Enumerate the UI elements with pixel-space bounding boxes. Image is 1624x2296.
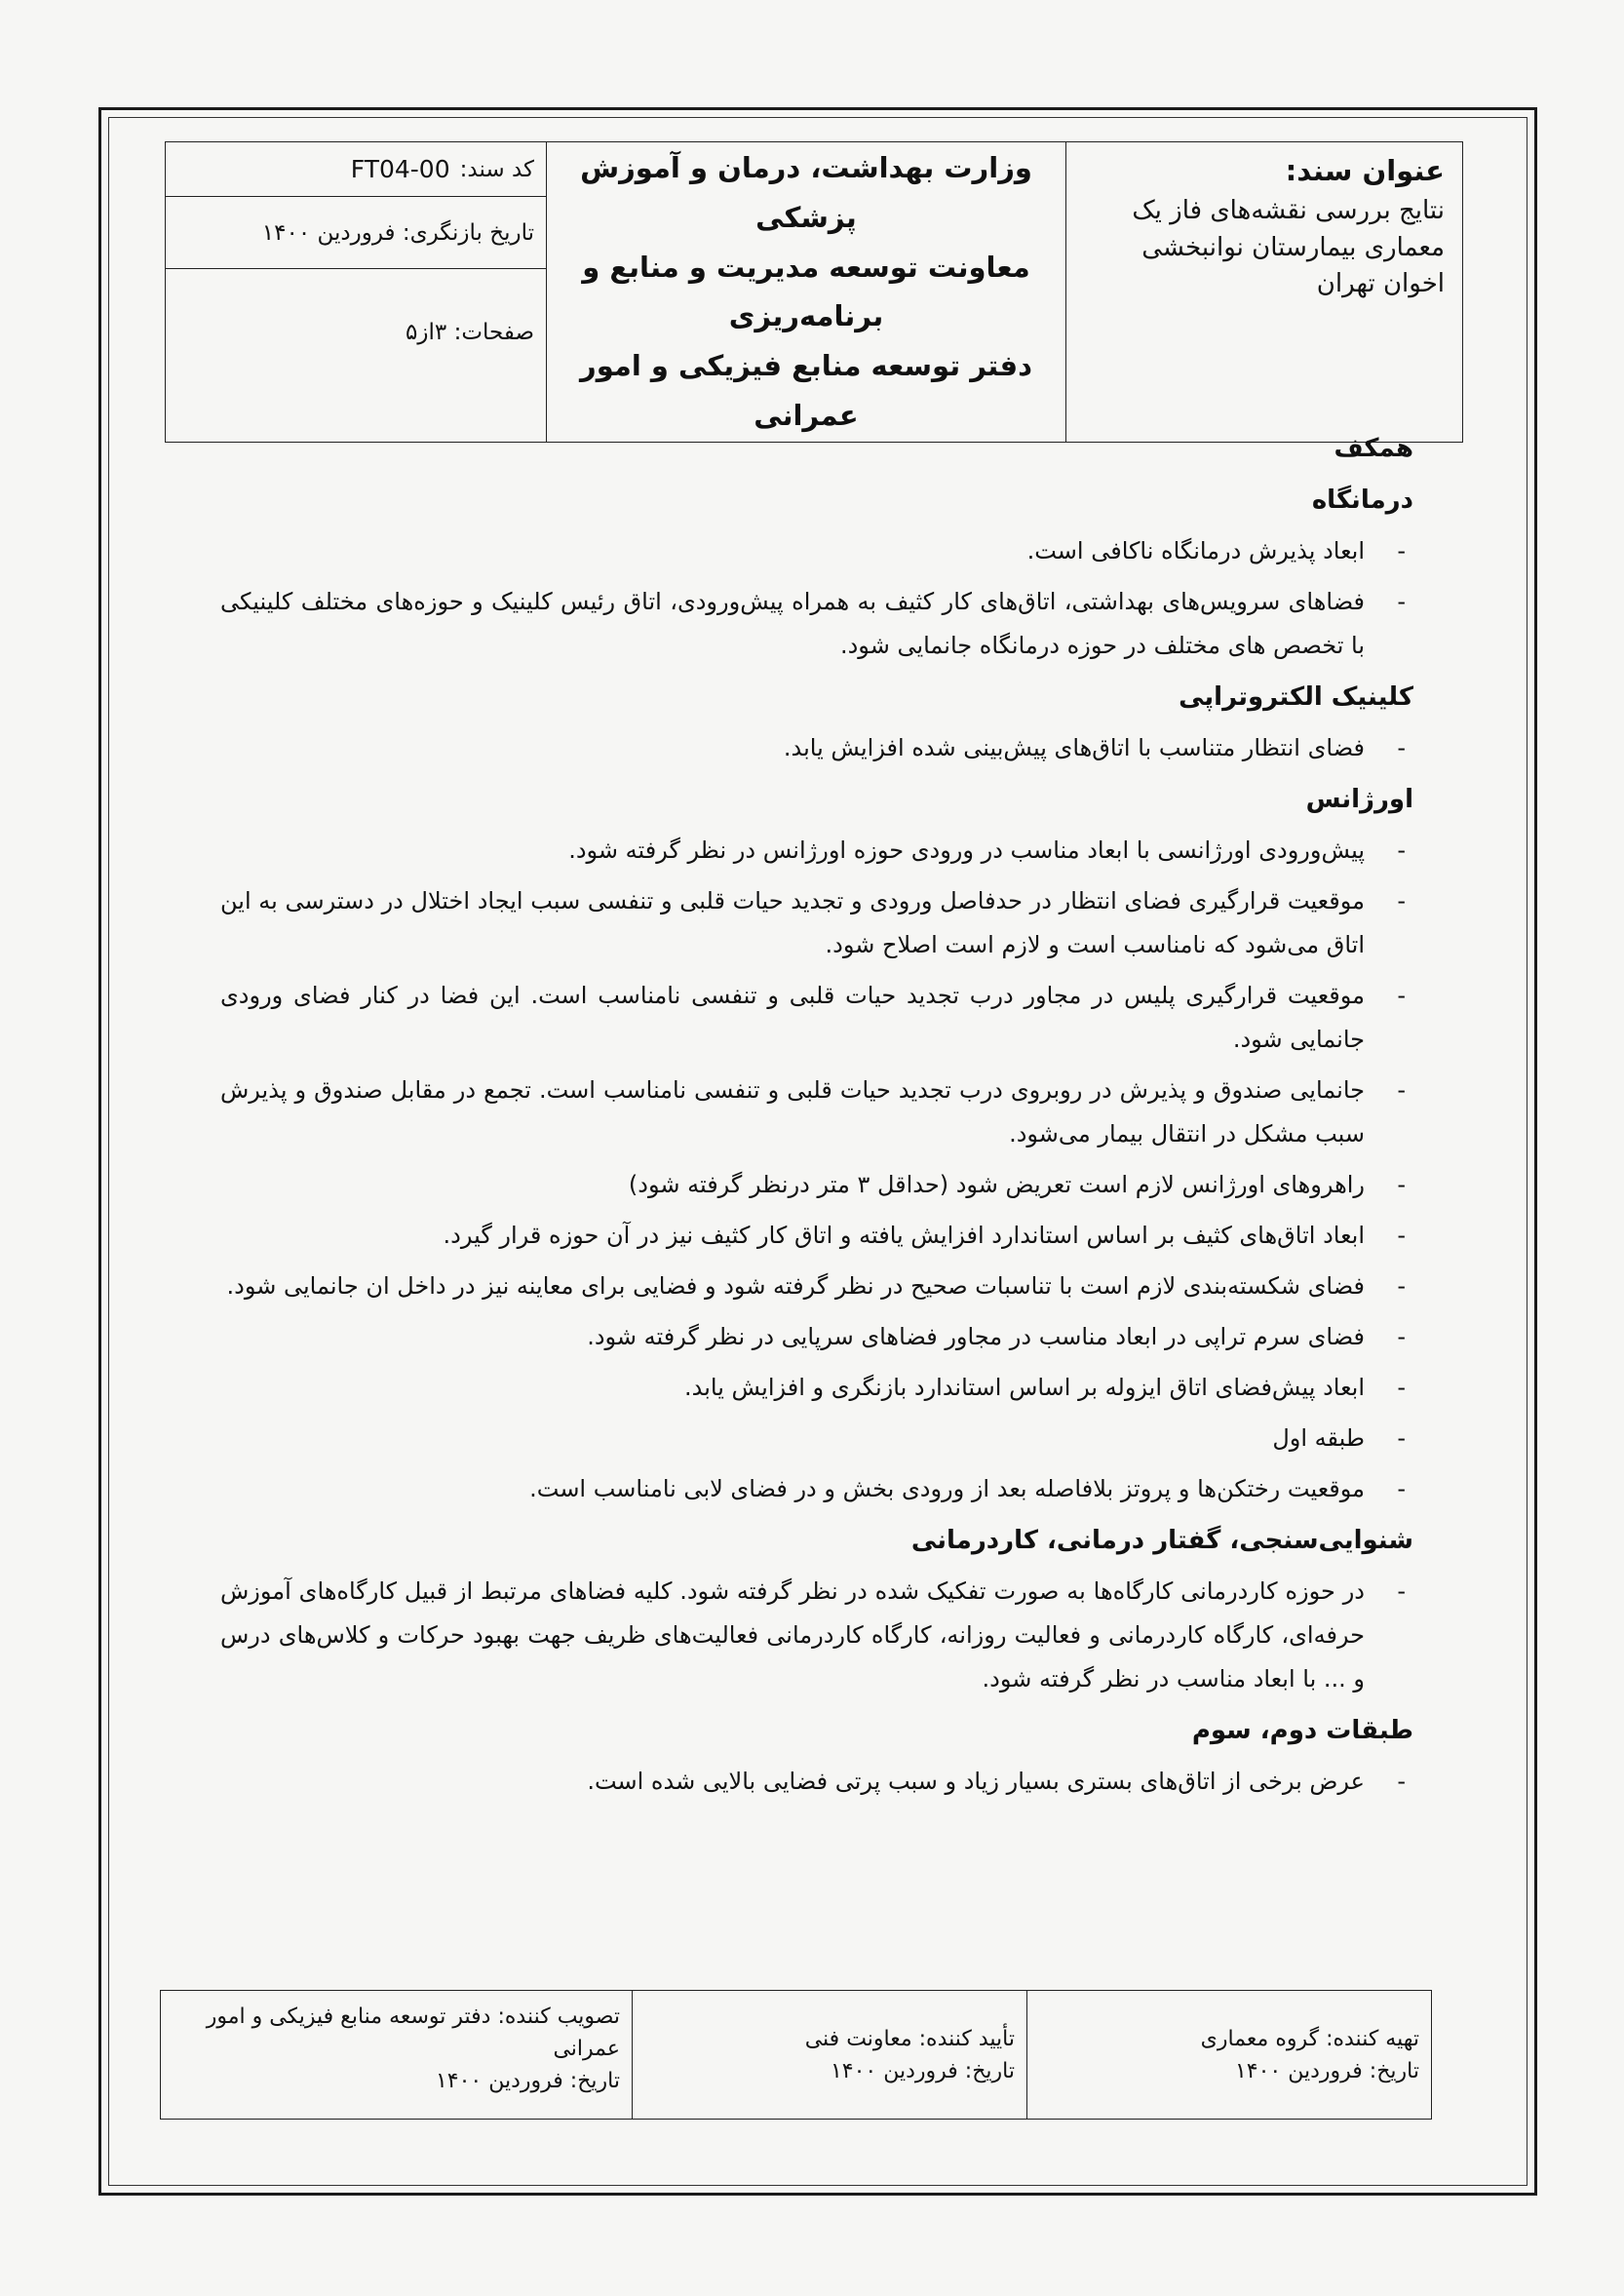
- doc-title-text: نتایج بررسی نقشه‌های فاز یک معماری بیمارستان نوانبخشی اخوان تهران: [1132, 196, 1445, 299]
- doc-title-label: عنوان سند:: [1285, 154, 1445, 187]
- doc-title-cell: [1066, 142, 1463, 443]
- approved-date: تاریخ: فروردین ۱۴۰۰: [435, 2069, 620, 2093]
- office-line: دفتر توسعه منابع فیزیکی و امور عمرانی: [580, 349, 1032, 432]
- pages-count: صفحات: ۳از۵: [406, 320, 534, 345]
- document-body: [220, 419, 1413, 1810]
- section-title: طبقات دوم، سوم: [1191, 1716, 1413, 1745]
- list-item: - جانمایی صندوق و پذیرش در روبروی درب تجدید حیات قلبی و تنفسی نامناسب است. تجمع در مقابل صندوق و پذیرش سبب مشکل در انتقال بیمار می‌شود.: [220, 1076, 1406, 1148]
- list-item: - عرض برخی از اتاق‌های بستری بسیار زیاد و سبب پرتی فضایی بالایی شده است.: [587, 1768, 1406, 1795]
- doc-code: FT04-00: [350, 155, 450, 183]
- list-item: - ابعاد پیش‌فضای اتاق ایزوله بر اساس استاندارد بازنگری و افزایش یابد.: [684, 1374, 1406, 1401]
- ministry-cell: [547, 142, 1066, 443]
- list-item: - فضای سرم تراپی در ابعاد مناسب در مجاور فضاهای سرپایی در نظر گرفته شود.: [587, 1323, 1406, 1350]
- prepared-cell: [1027, 1991, 1432, 2120]
- doc-code-label: کد سند:: [459, 156, 534, 182]
- list-item: - موقعیت رختکن‌ها و پروتز بلافاصله بعد از ورودی بخش و در فضای لابی نامناسب است.: [529, 1475, 1406, 1502]
- doc-code-row: [166, 142, 546, 197]
- list-item: - فضای شکسته‌بندی لازم است با تناسبات صحیح در نظر گرفته شود و فضایی برای معاینه نیز در داخل ان جانمایی شود.: [226, 1272, 1406, 1300]
- list-item: - در حوزه کاردرمانی کارگاه‌ها به صورت تفکیک شده در نظر گرفته شود. کلیه فضاهای مرتبط از قبیل کارگاه‌های آموزش حرفه‌ای، کارگاه کاردرمانی و فعالیت روزانه، کارگاه کاردرمانی فعالیت‌های ظریف جهت بهبود حرکات و کلاس‌های درس و ... با ابعاد مناسب در نظر گرفته شود.: [220, 1577, 1406, 1693]
- approved-by: تصویب کننده: دفتر توسعه منابع فیزیکی و امور عمرانی: [206, 2004, 620, 2061]
- confirmed-cell: [633, 1991, 1027, 2120]
- deputy-line: معاونت توسعه مدیریت و منابع و برنامه‌ریزی: [582, 250, 1030, 333]
- meta-cell: [166, 142, 547, 443]
- list-item: - پیش‌ورودی اورژانسی با ابعاد مناسب در ورودی حوزه اورژانس در نظر گرفته شود.: [568, 837, 1406, 864]
- prepared-date: تاریخ: فروردین ۱۴۰۰: [1234, 2058, 1419, 2083]
- confirmed-date: تاریخ: فروردین ۱۴۰۰: [830, 2058, 1015, 2083]
- confirmed-by: تأیید کننده: معاونت فنی: [804, 2026, 1015, 2051]
- list-item: - فضاهای سرویس‌های بهداشتی، اتاق‌های کار کثیف به همراه پیش‌ورودی، اتاق رئیس کلینیک و حوزه‌های مختلف کلینیکی با تخصص های مختلف در حوزه درمانگاه جانمایی شود.: [220, 588, 1406, 659]
- revision-date: تاریخ بازنگری: فروردین ۱۴۰۰: [261, 219, 534, 246]
- ministry-line: وزارت بهداشت، درمان و آموزش پزشکی: [580, 151, 1032, 234]
- section-title: همکف: [1334, 434, 1413, 463]
- list-item: - ابعاد اتاق‌های کثیف بر اساس استاندارد افزایش یافته و اتاق کار کثیف نیز در آن حوزه قرار گیرد.: [443, 1222, 1406, 1249]
- list-item: - طبقه اول: [1272, 1424, 1406, 1452]
- list-item: - راهروهای اورژانس لازم است تعریض شود (حداقل ۳ متر درنظر گرفته شود): [628, 1171, 1406, 1198]
- section-title: اورژانس: [1305, 785, 1413, 814]
- pages-row: [166, 269, 546, 396]
- section-title: درمانگاه: [1311, 486, 1413, 515]
- prepared-by: تهیه کننده: گروه معماری: [1200, 2026, 1419, 2051]
- revision-date-row: [166, 197, 546, 269]
- approved-cell: [161, 1991, 633, 2120]
- list-item: - موقعیت قرارگیری پلیس در مجاور درب تجدید حیات قلبی و تنفسی نامناسب است. این فضا در کنار فضای ورودی جانمایی شود.: [220, 982, 1406, 1053]
- list-item: - فضای انتظار متناسب با اتاق‌های پیش‌بینی شده افزایش یابد.: [783, 734, 1406, 761]
- section-title: کلینیک الکتروتراپی: [1179, 682, 1413, 712]
- list-item: - موقعیت قرارگیری فضای انتظار در حدفاصل ورودی و تجدید حیات قلبی و تنفسی سبب ایجاد اختلال در دسترسی به این اتاق می‌شود که نامناسب است و لازم است اصلاح شود.: [220, 887, 1406, 958]
- section-title: شنوایی‌سنجی، گفتار درمانی، کاردرمانی: [910, 1526, 1413, 1555]
- footer-table: [160, 1990, 1432, 2120]
- header-table: [165, 141, 1463, 443]
- list-item: - ابعاد پذیرش درمانگاه ناکافی است.: [1026, 537, 1406, 564]
